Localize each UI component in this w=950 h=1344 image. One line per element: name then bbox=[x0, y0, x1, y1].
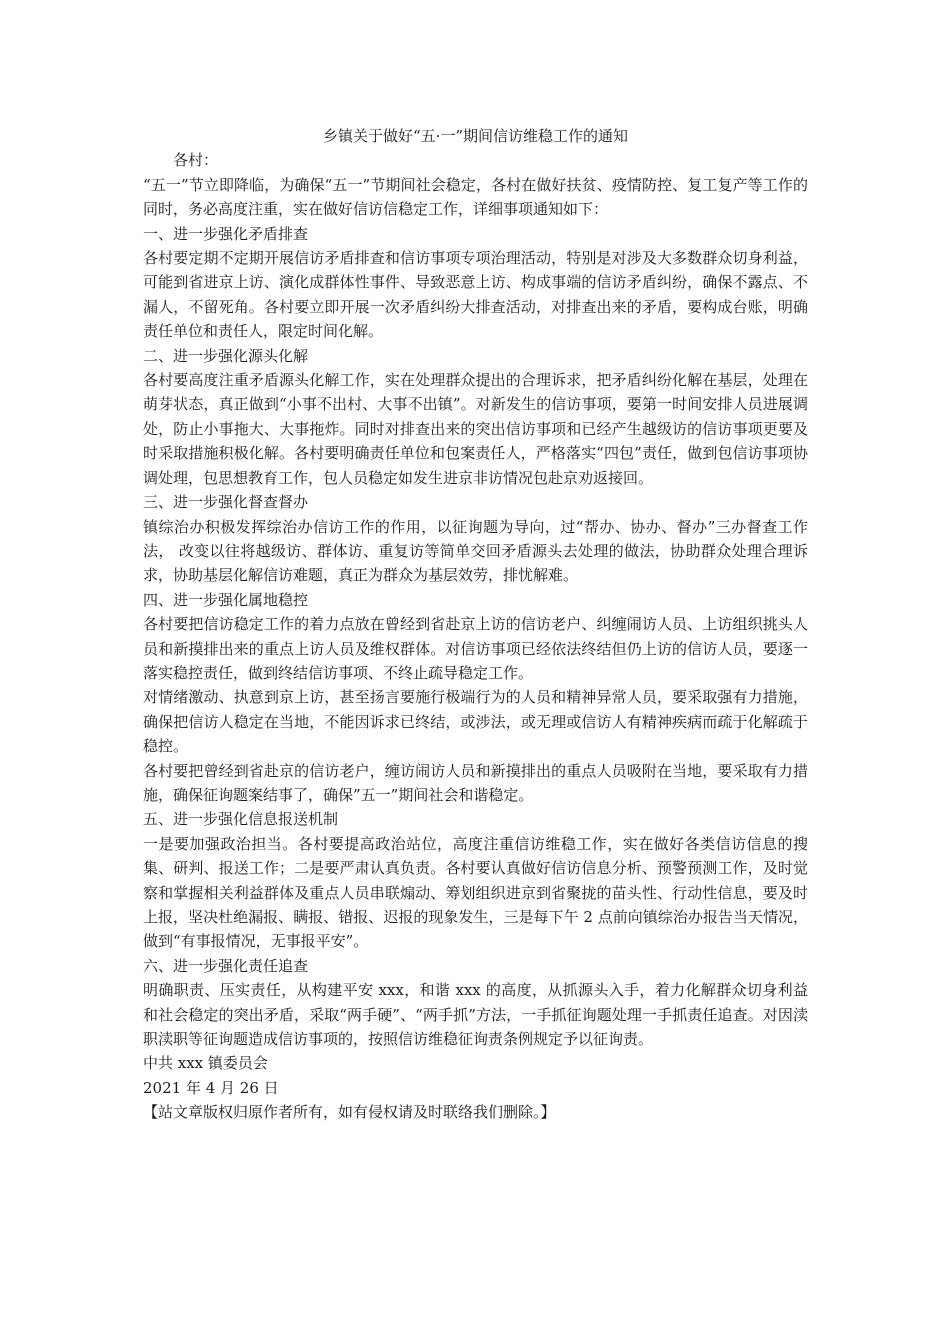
section-heading: 四、进一步强化属地稳控 bbox=[143, 590, 309, 609]
document-title: 乡镇关于做好“五·一”期间信访维稳工作的通知 bbox=[322, 127, 629, 145]
date: 2021 年 4 月 26 日 bbox=[143, 1078, 279, 1097]
section-paragraph: 一是要加强政治担当。各村要提高政治站位，高度注重信访维稳工作，实在做好各类信访信息的搜集、研判、报送工作；二是要严肃认真负责。各村要认真做好信访信息分析、预警预测工作，及时觉察和掌握相关利益群体及重点人员串联煽动、筹划组织进京到省聚拢的苗头性、行动性信息，要及时上报，坚决杜绝漏报、瞒报、错报、迟报的现象发生，三是每下午 2 点前向镇综治办报告当天情况，做到“有事报情况，无事报平安”。 bbox=[143, 834, 808, 951]
section-heading: 二、进一步强化源头化解 bbox=[143, 346, 309, 365]
intro-paragraph: “五一”节立即降临，为确保“五一”节期间社会稳定，各村在做好扶贫、疫情防控、复工复产等工作的同时，务必高度注重，实在做好信访信稳定工作，详细事项通知如下： bbox=[143, 175, 808, 219]
section-paragraph: 各村要高度注重矛盾源头化解工作，实在处理群众提出的合理诉求，把矛盾纠纷化解在基层，处理在萌芽状态，真正做到“小事不出村、大事不出镇”。对新发生的信访事项，要第一时间安排人员进展调处，防止小事拖大、大事拖炸。同时对排查出来的突出信访事项和已经产生越级访的信访事项更要及时采取措施积极化解。各村要明确责任单位和包案责任人，严格落实“四包”责任，做到包信访事项协调处理，包思想教育工作，包人员稳定如发生进京非访情况包赴京劝返接回。 bbox=[143, 371, 808, 487]
section-heading: 一、进一步强化矛盾排查 bbox=[143, 224, 309, 243]
section-heading: 五、进一步强化信息报送机制 bbox=[143, 810, 339, 829]
document-page bbox=[143, 124, 808, 1125]
disclaimer: 【站文章版权归原作者所有，如有侵权请及时联络我们删除。】 bbox=[143, 1103, 556, 1122]
section-paragraph: 各村要把曾经到省赴京的信访老户，缠访闹访人员和新摸排出的重点人员吸附在当地，要采取有力措施，确保征询题案结事了，确保”五一”期间社会和谐稳定。 bbox=[143, 761, 808, 804]
salutation: 各村： bbox=[173, 151, 219, 170]
section-paragraph: 各村要定期不定期开展信访矛盾排查和信访事项专项治理活动，特别是对涉及大多数群众切身利益，可能到省进京上访、演化成群体性事件、导致恶意上访、构成事端的信访矛盾纠纷，确保不露点、不漏人，不留死角。各村要立即开展一次矛盾纠纷大排查活动，对排查出来的矛盾，要构成台账，明确责任单位和责任人，限定时间化解。 bbox=[143, 249, 808, 341]
signature: 中共 xxx 镇委员会 bbox=[143, 1054, 268, 1073]
section-paragraph: 镇综治办积极发挥综治办信访工作的作用，以征询题为导向，过“帮办、协办、督办”三办督查工作法， 改变以往将越级访、群体访、重复访等简单交回矛盾源头去处理的做法，协助群众处理合理诉求，协助基层化解信访难题，真正为群众为基层效劳，排忧解难。 bbox=[143, 517, 808, 585]
section-paragraph: 对情绪激动、执意到京上访，甚至扬言要施行极端行为的人员和精神异常人员，要采取强有力措施，确保把信访人稳定在当地，不能因诉求已终结，或涉法，或无理或信访人有精神疾病而疏于化解疏于稳控。 bbox=[143, 688, 808, 756]
section-paragraph: 各村要把信访稳定工作的着力点放在曾经到省赴京上访的信访老户、纠缠闹访人员、上访组织挑头人员和新摸排出来的重点上访人员及维权群体。对信访事项已经依法终结但仍上访的信访人员，要逐一落实稳控责任，做到终结信访事项、不终止疏导稳定工作。 bbox=[143, 615, 808, 682]
section-heading: 六、进一步强化责任追查 bbox=[143, 956, 309, 975]
section-paragraph: 明确职责、压实责任，从构建平安 xxx，和谐 xxx 的高度，从抓源头入手，着力化解群众切身利益和社会稳定的突出矛盾，采取“两手硬”、“两手抓”方法，一手抓征询题处理一手抓责任追查。对因渎职渎职等征询题造成信访事项的，按照信访维稳征询责条例规定予以征询责。 bbox=[143, 981, 808, 1049]
section-heading: 三、进一步强化督查督办 bbox=[143, 493, 309, 512]
